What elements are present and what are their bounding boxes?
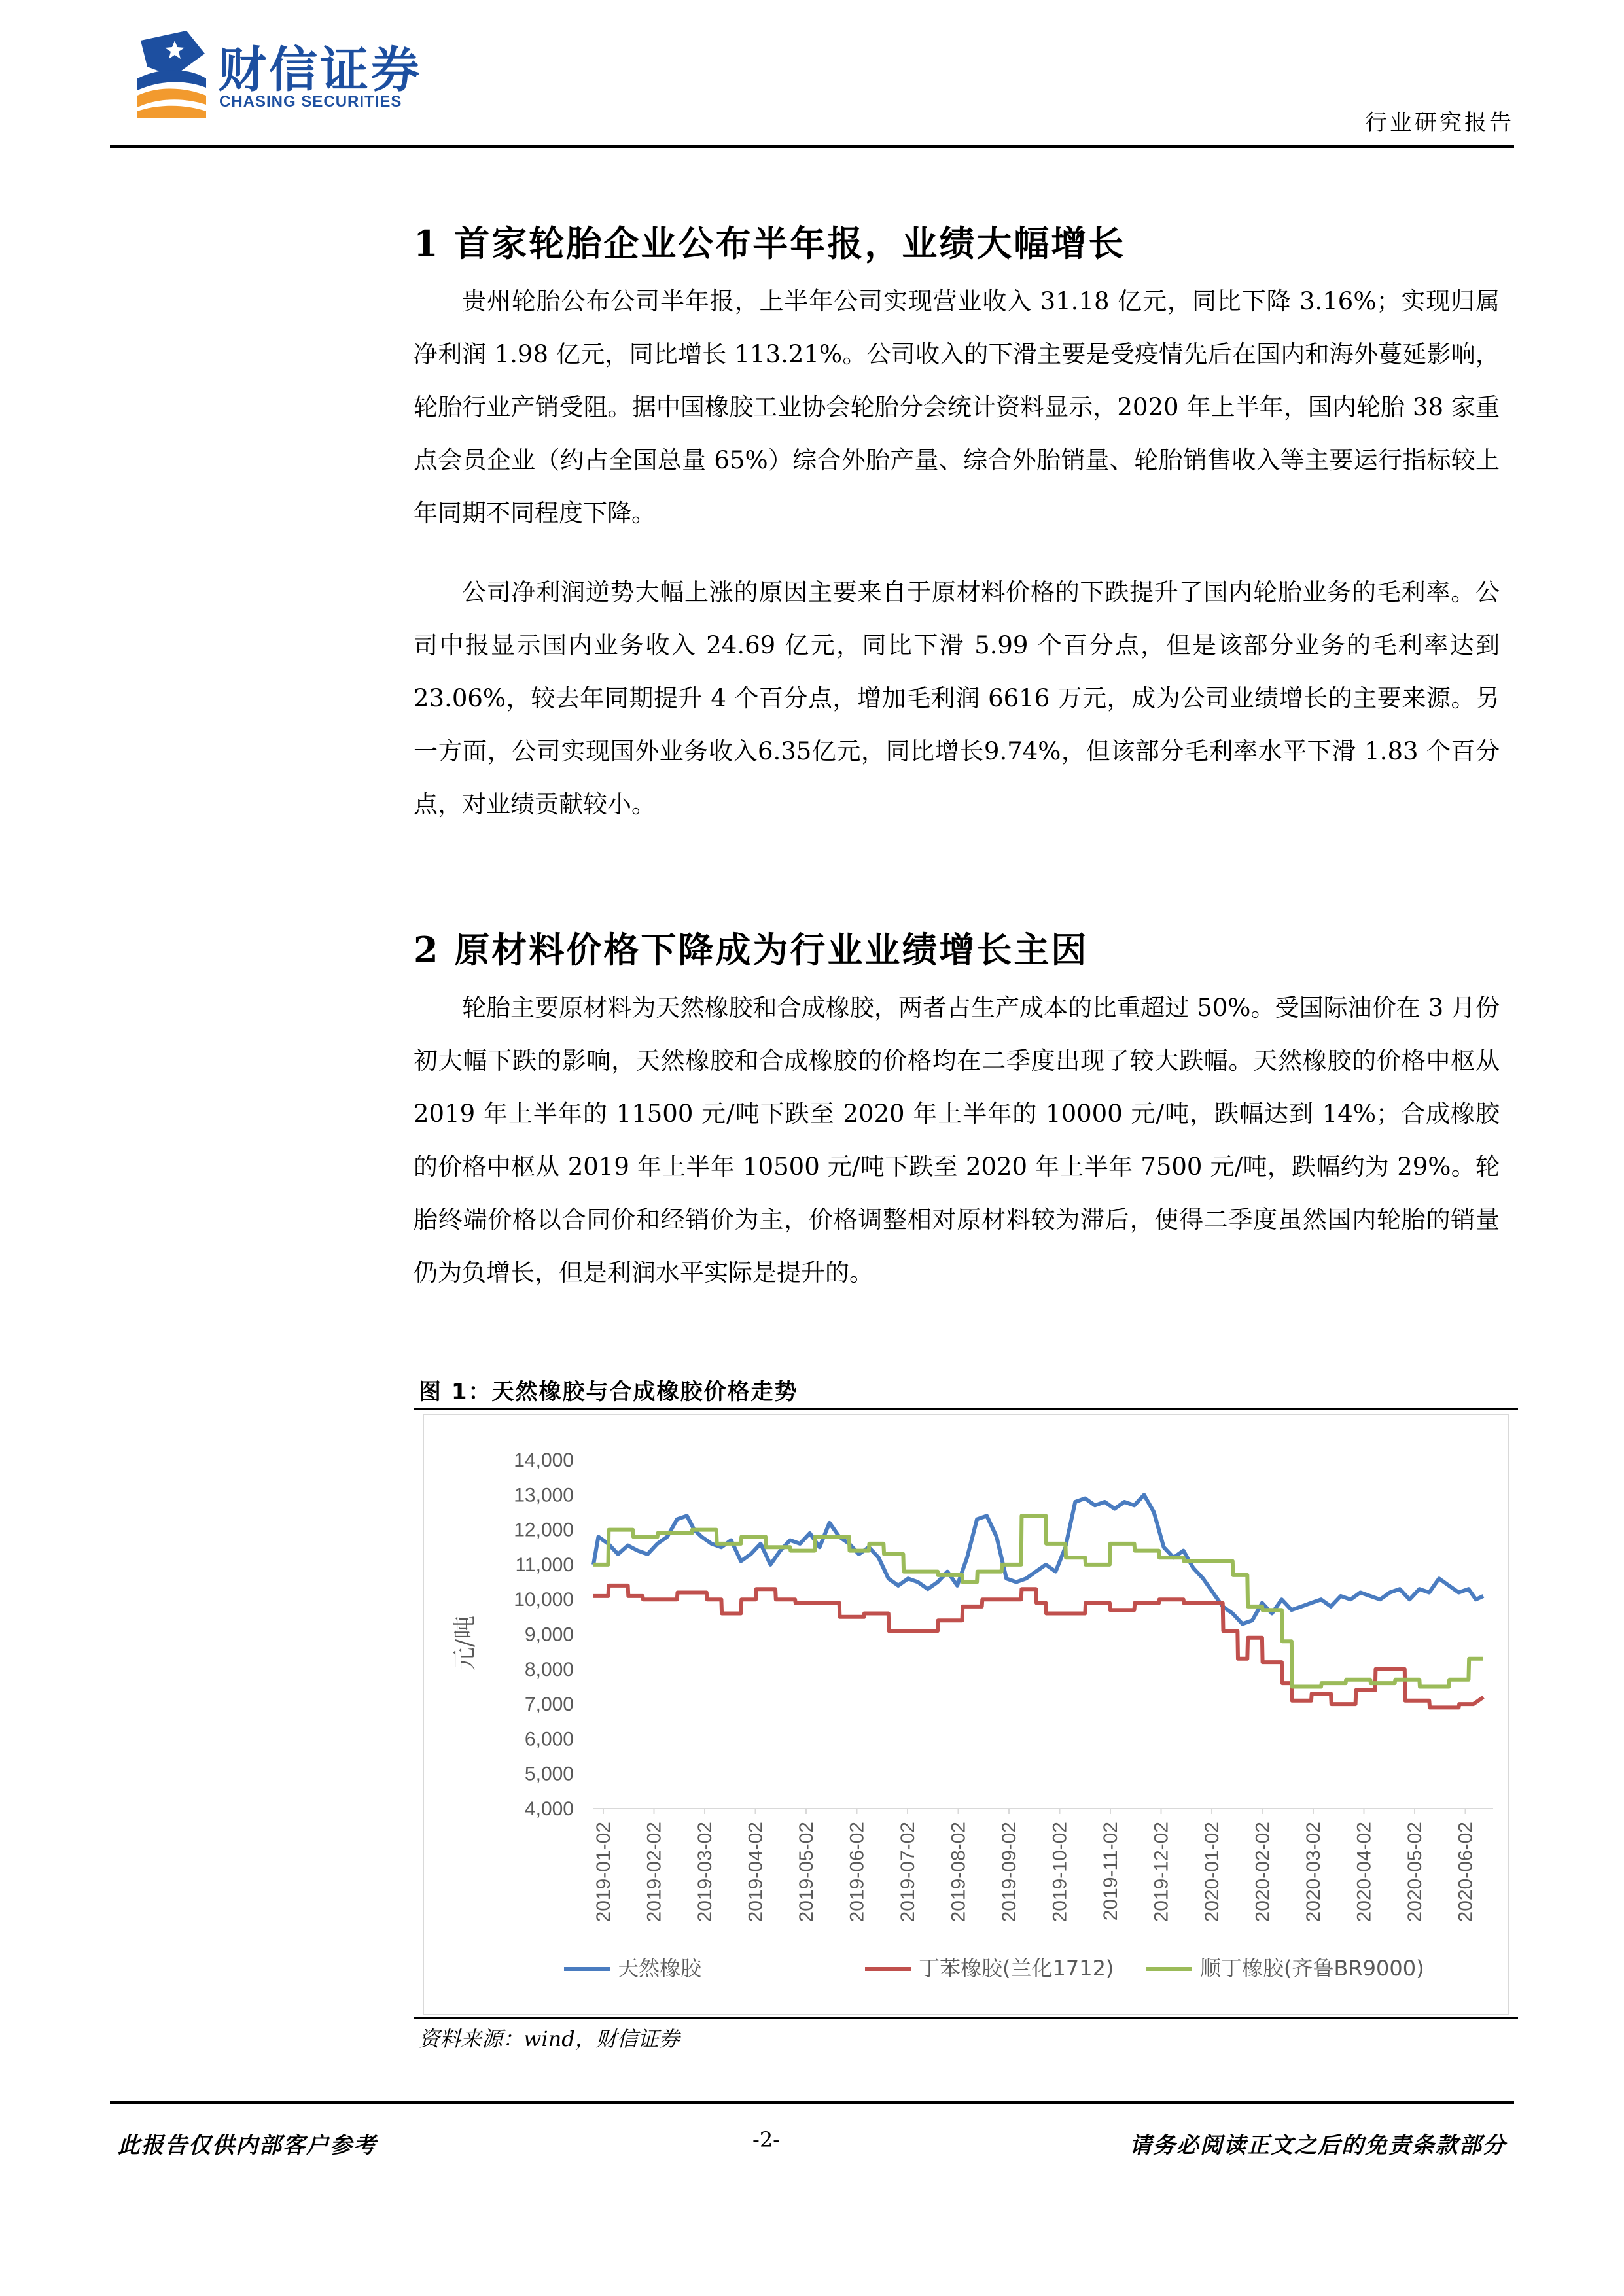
- price-chart: [414, 1414, 1518, 2015]
- y-tick-label: 8,000: [524, 1658, 574, 1680]
- legend-label-2: 顺丁橡胶(齐鲁BR9000): [1200, 1956, 1424, 1981]
- chart-frame: [423, 1414, 1508, 2015]
- logo-chinese-name: 财信证券: [218, 42, 422, 98]
- page-number: -2-: [752, 2127, 780, 2152]
- x-tick-label: 2020-02-02: [1252, 1822, 1274, 1922]
- x-tick-label: 2020-01-02: [1201, 1822, 1223, 1922]
- x-tick-label: 2019-03-02: [694, 1822, 716, 1922]
- y-tick-label: 7,000: [524, 1694, 574, 1716]
- y-tick-label: 6,000: [524, 1728, 574, 1750]
- company-logo: [134, 27, 435, 126]
- x-tick-label: 2019-01-02: [593, 1822, 614, 1922]
- y-tick-label: 9,000: [524, 1624, 574, 1646]
- y-tick-label: 13,000: [514, 1484, 574, 1506]
- figure-caption: 图 1：天然橡胶与合成橡胶价格走势: [419, 1379, 798, 1405]
- y-axis-label: 元/吨: [451, 1615, 478, 1671]
- x-tick-label: 2020-06-02: [1455, 1822, 1477, 1922]
- x-tick-label: 2019-09-02: [998, 1822, 1020, 1922]
- x-tick-label: 2019-06-02: [846, 1822, 868, 1922]
- section-1-title: 1 首家轮胎企业公布半年报，业绩大幅增长: [414, 222, 1126, 264]
- y-tick-label: 11,000: [515, 1554, 574, 1576]
- y-tick-label: 4,000: [524, 1798, 574, 1820]
- section-1-paragraph-2: 公司净利润逆势大幅上涨的原因主要来自于原材料价格的下跌提升了国内轮胎业务的毛利率。公司中报显示国内业务收入 24.69 亿元，同比下滑 5.99 个百分点，但是该部分业务的毛利率达到 23.06%，较去年同期提升 4 个百分点，增加毛利润 6616 万元，成为公司业绩增长的主要来源。另一方面，公司实现国外业务收入6.35亿元，同比增长9.74%，但该部分毛利率水平下滑 1.83 个百分点，对业绩贡献较小。: [414, 578, 1500, 818]
- logo-mark-icon: [134, 27, 211, 119]
- footer-divider: [110, 2101, 1514, 2104]
- footer-disclaimer: 此报告仅供内部客户参考: [118, 2132, 377, 2159]
- section-2-paragraph-1: 轮胎主要原材料为天然橡胶和合成橡胶，两者占生产成本的比重超过 50%。受国际油价在 3 月份初大幅下跌的影响，天然橡胶和合成橡胶的价格均在二季度出现了较大跌幅。天然橡胶的价格中枢从 2019 年上半年的 11500 元/吨下跌至 2020 年上半年的 10000 元/吨，跌幅达到 14%；合成橡胶的价格中枢从 2019 年上半年 10500 元/吨下跌至 2020 年上半年 7500 元/吨，跌幅约为 29%。轮胎终端价格以合同价和经销价为主，价格调整相对原材料较为滞后，使得二季度虽然国内轮胎的销量仍为负增长，但是利润水平实际是提升的。: [414, 994, 1500, 1287]
- section-2-title: 2 原材料价格下降成为行业业绩增长主因: [414, 929, 1089, 971]
- x-tick-label: 2020-03-02: [1303, 1822, 1324, 1922]
- x-tick-label: 2019-07-02: [897, 1822, 919, 1922]
- legend-label-0: 天然橡胶: [618, 1956, 702, 1981]
- x-tick-label: 2019-10-02: [1049, 1822, 1071, 1922]
- x-tick-label: 2019-08-02: [947, 1822, 970, 1922]
- report-type: 行业研究报告: [1365, 110, 1514, 136]
- x-tick-label: 2020-04-02: [1353, 1822, 1375, 1922]
- x-tick-label: 2020-05-02: [1404, 1822, 1426, 1922]
- y-tick-label: 5,000: [524, 1763, 574, 1785]
- x-tick-label: 2019-02-02: [643, 1822, 665, 1922]
- header-divider: [110, 145, 1514, 148]
- y-tick-label: 10,000: [514, 1589, 574, 1611]
- y-tick-label: 12,000: [514, 1519, 574, 1541]
- x-tick-label: 2019-05-02: [796, 1822, 817, 1922]
- figure-bottom-rule: [414, 2017, 1518, 2019]
- y-tick-label: 14,000: [514, 1450, 574, 1471]
- x-tick-label: 2019-11-02: [1100, 1822, 1121, 1921]
- section-1-paragraph-1: 贵州轮胎公布公司半年报，上半年公司实现营业收入 31.18 亿元，同比下降 3.16%；实现归属净利润 1.98 亿元，同比增长 113.21%。公司收入的下滑主要是受疫情先后在国内和海外蔓延影响，轮胎行业产销受阻。据中国橡胶工业协会轮胎分会统计资料显示，2020 年上半年，国内轮胎 38 家重点会员企业（约占全国总量 65%）综合外胎产量、综合外胎销量、轮胎销售收入等主要运行指标较上年同期不同程度下降。: [414, 287, 1500, 527]
- footer-notice: 请务必阅读正文之后的免责条款部分: [1129, 2132, 1506, 2159]
- x-tick-label: 2019-12-02: [1150, 1822, 1173, 1922]
- legend-label-1: 丁苯橡胶(兰化1712): [919, 1956, 1114, 1981]
- x-tick-label: 2019-04-02: [745, 1822, 767, 1922]
- figure-top-rule: [414, 1408, 1518, 1410]
- logo-english-name: CHASING SECURITIES: [219, 93, 402, 111]
- price-chart-svg: [414, 1414, 1518, 2015]
- figure-source: 资料来源：wind，财信证券: [419, 2026, 680, 2051]
